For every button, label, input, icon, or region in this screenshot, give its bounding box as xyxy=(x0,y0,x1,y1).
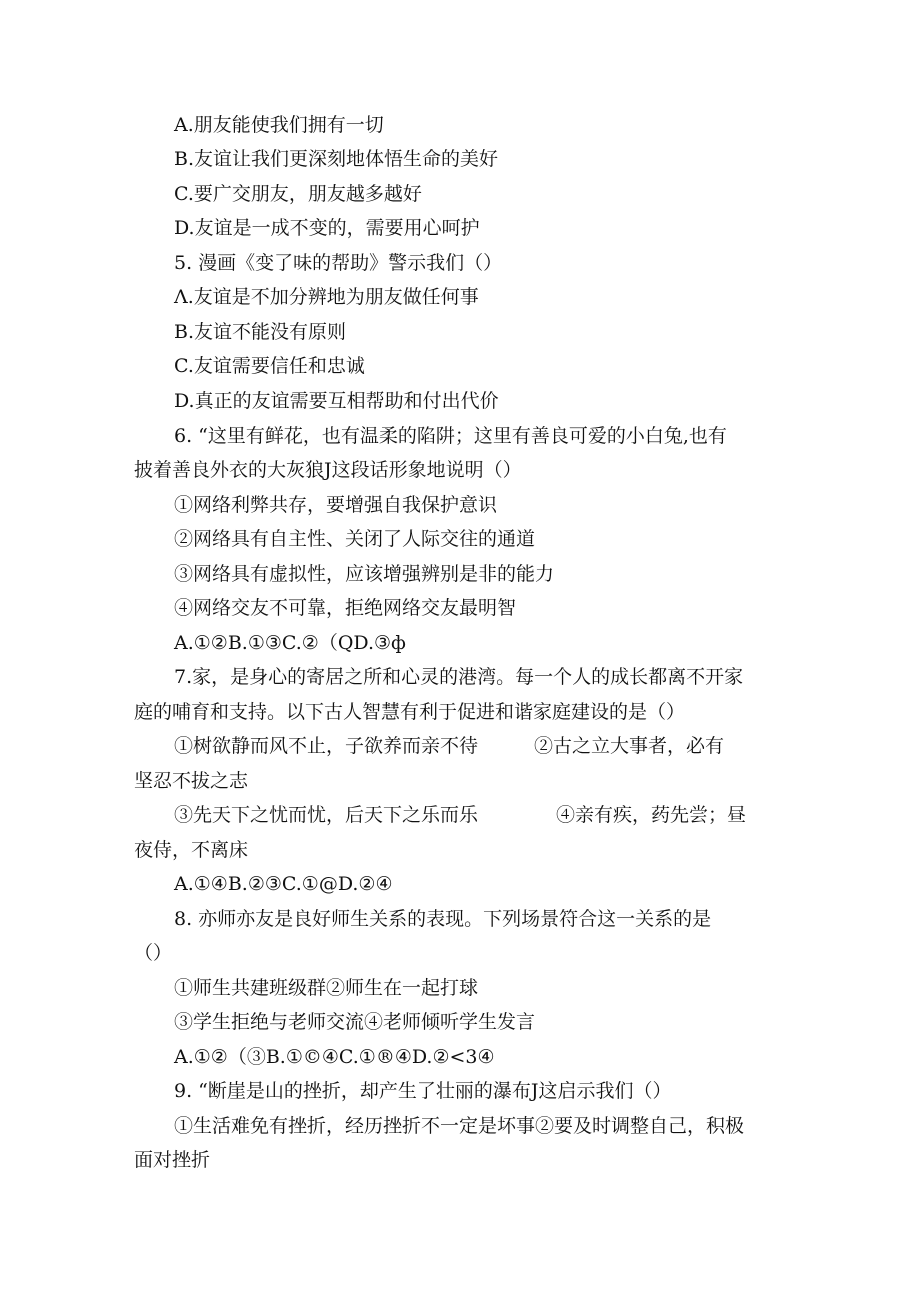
q6-options: A.①②B.①③C.②（QD.③ф xyxy=(174,632,406,654)
q7-stem-line-2: 庭的哺育和支持。以下古人智慧有利于促进和谐家庭建设的是（） xyxy=(134,701,686,723)
q9-stem: 9. “断崖是山的挫折，却产生了壮丽的瀑布J这启示我们（） xyxy=(174,1080,672,1102)
q8-items-line-2: ③学生拒绝与老师交流④老师倾听学生发言 xyxy=(174,1011,536,1033)
q7-items-row-1 xyxy=(174,733,724,759)
q9-items-line-2: 面对挫折 xyxy=(134,1149,211,1171)
q8-items-line-1: ①师生共建班级群②师生在一起打球 xyxy=(174,977,479,999)
q6-stem-line-2: 披着善良外衣的大灰狼J这段话形象地说明（） xyxy=(134,459,522,481)
q7-item-2: ②古之立大事者，必有 xyxy=(534,735,725,757)
q7-items-row-2 xyxy=(174,802,746,828)
q7-item-4: ④亲有疾，药先尝；昼 xyxy=(556,804,747,826)
q4-option-c: C.要广交朋友，朋友越多越好 xyxy=(174,183,422,205)
q7-item-3: ③先天下之忧而忧，后天下之乐而乐 xyxy=(174,804,479,826)
q4-option-b: B.友谊让我们更深刻地体悟生命的美好 xyxy=(174,148,499,170)
q6-item-3: ③网络具有虚拟性，应该增强辨别是非的能力 xyxy=(174,563,555,585)
q5-option-a: Λ.友谊是不加分辨地为朋友做任何事 xyxy=(174,286,479,308)
q6-item-4: ④网络交友不可靠，拒绝网络交友最明智 xyxy=(174,597,517,619)
q4-option-d: D.友谊是一成不变的，需要用心呵护 xyxy=(174,217,480,239)
q7-item-2-cont: 坚忍不拔之志 xyxy=(134,770,249,792)
q5-option-b: B.友谊不能没有原则 xyxy=(174,321,347,343)
q6-item-2: ②网络具有自主性、关闭了人际交往的通道 xyxy=(174,528,536,550)
q8-stem-line-1: 8. 亦师亦友是良好师生关系的表现。下列场景符合这一关系的是 xyxy=(174,908,712,930)
q5-stem: 5. 漫画《变了味的帮助》警示我们（） xyxy=(174,252,503,274)
q8-stem-line-2: （） xyxy=(134,942,173,964)
q7-stem-line-1: 7.家，是身心的寄居之所和心灵的港湾。每一个人的成长都离不开家 xyxy=(174,666,744,688)
q7-item-4-cont: 夜侍，不离床 xyxy=(134,839,249,861)
q6-stem-line-1: 6. “这里有鲜花，也有温柔的陷阱；这里有善良可爱的小白兔,也有 xyxy=(174,425,727,447)
q4-option-a: A.朋友能使我们拥有一切 xyxy=(174,114,384,136)
q8-options: A.①②（③B.①©④C.①®④D.②<3④ xyxy=(174,1046,495,1068)
q5-option-d: D.真正的友谊需要互相帮助和付出代价 xyxy=(174,390,499,412)
q7-item-1: ①树欲静而风不止，子欲养而亲不待 xyxy=(174,735,479,757)
q7-options: A.①④B.②③C.①@D.②④ xyxy=(174,873,393,895)
q9-items-line-1: ①生活难免有挫折，经历挫折不一定是坏事②要及时调整自己，积极 xyxy=(174,1115,745,1137)
q6-item-1: ①网络利弊共存，要增强自我保护意识 xyxy=(174,494,498,516)
q5-option-c: C.友谊需要信任和忠诚 xyxy=(174,355,365,377)
